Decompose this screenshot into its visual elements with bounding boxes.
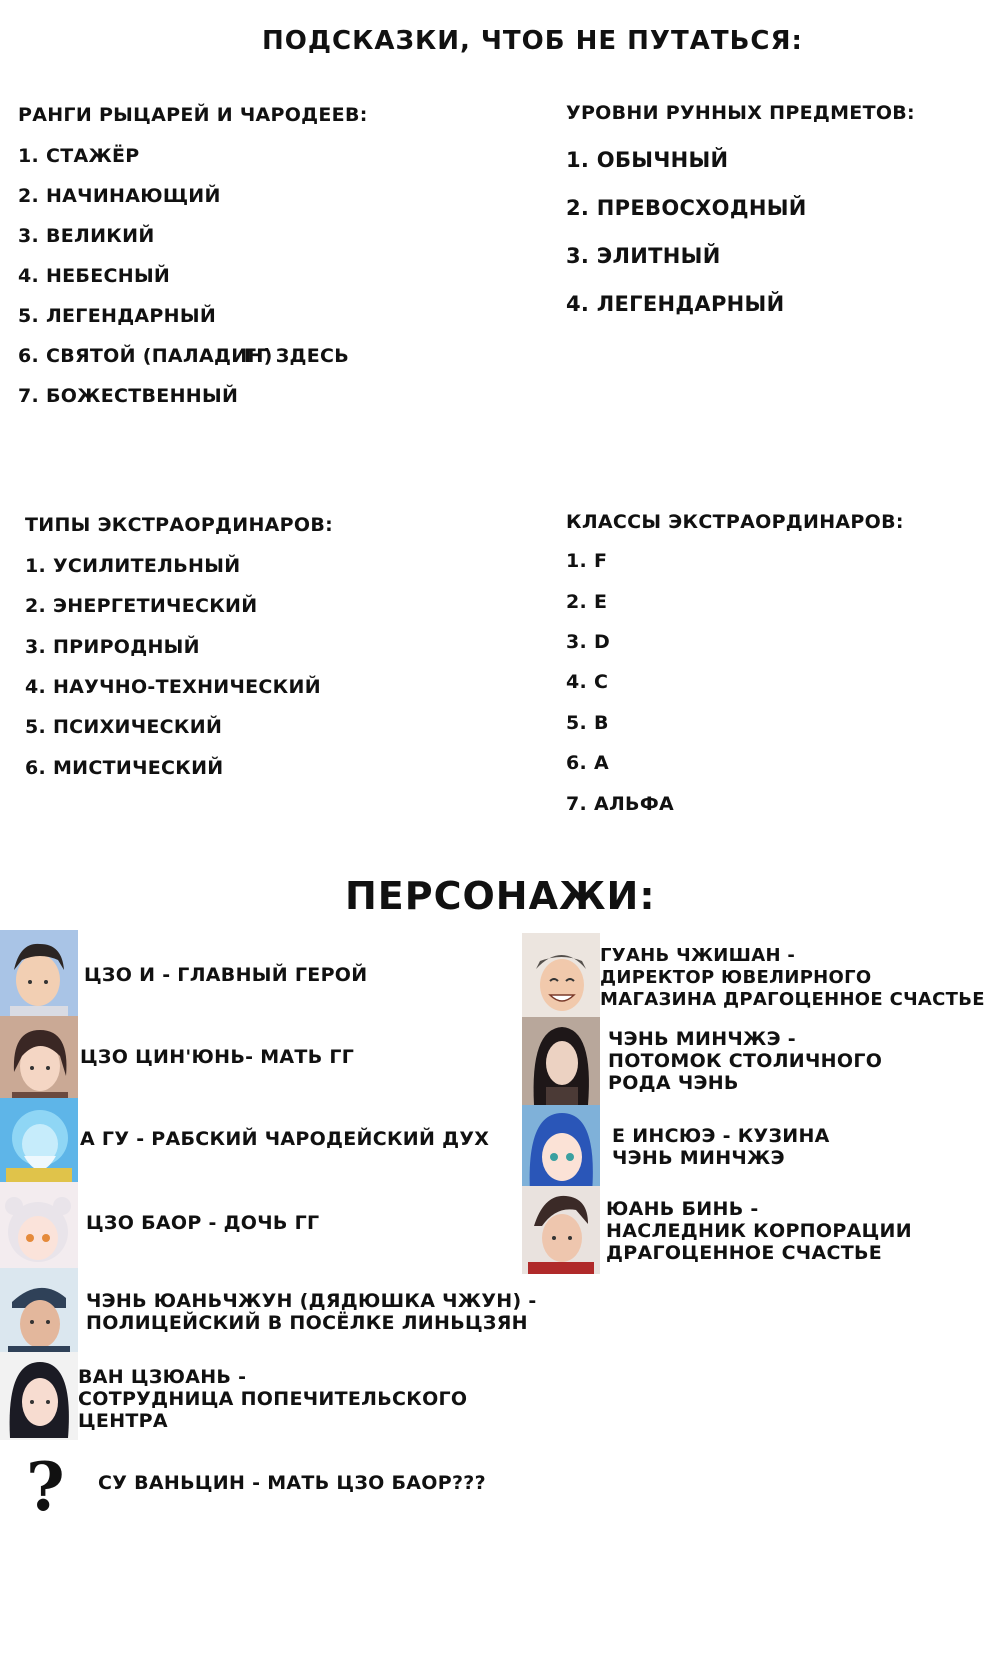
character-line: ЦЗО И - ГЛАВНЫЙ ГЕРОЙ [84, 964, 368, 986]
list-item: 3. D [566, 631, 611, 653]
gg-here-note: ГГ ЗДЕСЬ [244, 345, 350, 367]
character-line: ВАН ЦЗЮАНЬ - [78, 1366, 247, 1388]
list-item: 6. МИСТИЧЕСКИЙ [25, 757, 224, 779]
knight-ranks-heading: РАНГИ РЫЦАРЕЙ И ЧАРОДЕЕВ: [18, 104, 368, 126]
list-item: 1. ОБЫЧНЫЙ [566, 148, 729, 172]
list-item: 5. ПСИХИЧЕСКИЙ [25, 716, 223, 738]
avatar-zuo-qingyun [0, 1016, 78, 1104]
list-item: 4. C [566, 671, 609, 693]
character-name-zuo-yi [84, 964, 367, 986]
character-name-guan-zhishan [600, 945, 985, 1011]
character-name-zuo-baor [86, 1212, 319, 1234]
avatar-wang-juan [0, 1352, 78, 1440]
avatar-zuo-baor [0, 1182, 78, 1270]
character-line: МАГАЗИНА ДРАГОЦЕННОЕ СЧАСТЬЕ [600, 989, 985, 1010]
character-line: РОДА ЧЭНЬ [608, 1072, 739, 1094]
character-line: НАСЛЕДНИК КОРПОРАЦИИ [606, 1220, 912, 1242]
list-item: 5. B [566, 712, 609, 734]
list-item: 7. АЛЬФА [566, 793, 674, 815]
extra-types-list [25, 556, 425, 796]
avatar-yuan-bin [522, 1186, 600, 1274]
character-line: ПОТОМОК СТОЛИЧНОГО [608, 1050, 883, 1072]
extra-classes-heading: КЛАССЫ ЭКСТРАОРДИНАРОВ: [566, 511, 904, 533]
character-line: ЦЗО ЦИН'ЮНЬ- МАТЬ ГГ [80, 1046, 355, 1068]
avatar-ye-yingxue [522, 1105, 600, 1193]
character-name-ye-yingxue [612, 1125, 830, 1169]
list-item: 1. УСИЛИТЕЛЬНЫЙ [25, 555, 241, 577]
list-item: 3. ВЕЛИКИЙ [18, 225, 155, 247]
list-item: 1. F [566, 550, 608, 572]
list-item: 2. ПРЕВОСХОДНЫЙ [566, 196, 807, 220]
character-line: ПОЛИЦЕЙСКИЙ В ПОСЁЛКЕ ЛИНЬЦЗЯН [86, 1312, 528, 1334]
avatar-chen-yuanzhong [0, 1268, 78, 1356]
characters-title: ПЕРСОНАЖИ: [345, 874, 656, 918]
character-name-a-gu [80, 1128, 489, 1150]
list-item: 2. НАЧИНАЮЩИЙ [18, 185, 221, 207]
character-line: СОТРУДНИЦА ПОПЕЧИТЕЛЬСКОГО [78, 1388, 468, 1410]
character-name-chen-yuanzhong [86, 1290, 537, 1334]
extra-types-heading: ТИПЫ ЭКСТРАОРДИНАРОВ: [25, 514, 334, 536]
extra-classes-list [566, 551, 866, 831]
list-item: 3. ЭЛИТНЫЙ [566, 244, 721, 268]
character-line: СУ ВАНЬЦИН - МАТЬ ЦЗО БАОР??? [98, 1472, 486, 1494]
rune-levels-heading: УРОВНИ РУННЫХ ПРЕДМЕТОВ: [566, 102, 915, 124]
list-item: 6. A [566, 752, 609, 774]
character-line: ЧЭНЬ ЮАНЬЧЖУН (ДЯДЮШКА ЧЖУН) - [86, 1290, 537, 1312]
character-name-chen-mingzhe [608, 1028, 882, 1094]
character-line: ЦЕНТРА [78, 1410, 168, 1432]
page-title: ПОДСКАЗКИ, ЧТОБ НЕ ПУТАТЬСЯ: [262, 26, 803, 56]
list-item: 2. ЭНЕРГЕТИЧЕСКИЙ [25, 595, 258, 617]
knight-ranks-list [18, 146, 418, 426]
character-name-wang-juan [78, 1366, 467, 1432]
character-line: ДРАГОЦЕННОЕ СЧАСТЬЕ [606, 1242, 883, 1264]
character-name-su-wanqing [98, 1472, 486, 1494]
list-item: 6. СВЯТОЙ (ПАЛАДИН) [18, 345, 273, 367]
list-item: 3. ПРИРОДНЫЙ [25, 636, 200, 658]
list-item: 5. ЛЕГЕНДАРНЫЙ [18, 305, 217, 327]
character-line: ЮАНЬ БИНЬ - [606, 1198, 759, 1220]
character-line: ЧЭНЬ МИНЧЖЭ - [608, 1028, 796, 1050]
avatar-chen-mingzhe [522, 1017, 600, 1105]
list-item: 4. НЕБЕСНЫЙ [18, 265, 171, 287]
list-item: 4. НАУЧНО-ТЕХНИЧЕСКИЙ [25, 676, 321, 698]
character-line: ГУАНЬ ЧЖИШАН - [600, 945, 796, 966]
list-item: 2. E [566, 591, 608, 613]
character-line: ДИРЕКТОР ЮВЕЛИРНОГО [600, 967, 872, 988]
character-name-yuan-bin [606, 1198, 912, 1264]
character-line: А ГУ - РАБСКИЙ ЧАРОДЕЙСКИЙ ДУХ [80, 1128, 490, 1150]
list-item: 4. ЛЕГЕНДАРНЫЙ [566, 292, 785, 316]
list-item: 7. БОЖЕСТВЕННЫЙ [18, 385, 239, 407]
character-name-zuo-qingyun [80, 1046, 354, 1068]
avatar-zuo-yi [0, 930, 78, 1018]
avatar-guan-zhishan [522, 933, 600, 1021]
rune-levels-list [566, 150, 966, 330]
avatar-a-gu [0, 1098, 78, 1186]
character-line: Е ИНСЮЭ - КУЗИНА [612, 1125, 830, 1147]
character-line: ЦЗО БАОР - ДОЧЬ ГГ [86, 1212, 320, 1234]
list-item: 1. СТАЖЁР [18, 145, 140, 167]
character-line: ЧЭНЬ МИНЧЖЭ [612, 1147, 785, 1169]
question-mark-icon: ? [26, 1448, 65, 1526]
